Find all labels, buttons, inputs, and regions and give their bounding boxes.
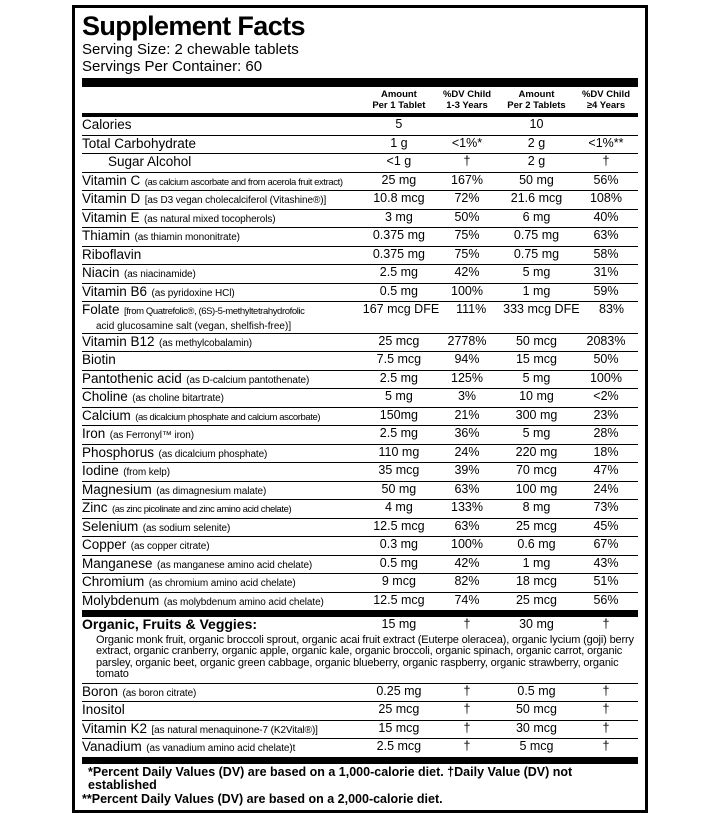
dv-child-4plus-years: 28%: [593, 426, 619, 440]
amount-per-2-tablets: 70 mcg: [515, 463, 557, 477]
nutrient-source-detail: (as thiamin mononitrate): [134, 232, 240, 243]
amount-per-1-tablet: 9 mcg: [381, 574, 416, 588]
dv-child-4plus-years: †: [602, 617, 610, 631]
nutrient-name: Folate: [82, 302, 120, 317]
nutrient-rows: [82, 117, 638, 757]
amount-per-1-tablet: 10.8 mcg: [373, 191, 425, 205]
nutrient-name: Vitamin K2: [82, 720, 148, 736]
amount-per-2-tablets: 5 mg: [522, 370, 551, 385]
nutrient-name: Calcium: [82, 407, 131, 423]
table-row: [82, 701, 638, 720]
amount-per-1-tablet: 2.5 mg: [379, 370, 418, 385]
table-row: [82, 135, 638, 154]
amount-per-1-tablet: 2.5 mg: [379, 265, 418, 279]
nutrient-source-detail: (as boron citrate): [122, 687, 197, 699]
amount-per-1-tablet: 5 mg: [385, 389, 413, 403]
dv-child-1-3-years: 125%: [451, 370, 483, 385]
nutrient-source-detail: (as copper citrate): [130, 541, 210, 552]
amount-per-1-tablet: 25 mcg: [378, 333, 420, 348]
table-row: [82, 481, 638, 500]
dv-child-4plus-years: 56%: [593, 592, 619, 607]
amount-per-2-tablets: 333 mcg DFE: [503, 302, 580, 316]
amount-per-1-tablet: 15 mg: [381, 617, 417, 631]
dv-child-1-3-years: 74%: [454, 592, 480, 607]
amount-per-1-tablet: 35 mcg: [378, 463, 420, 477]
dv-child-1-3-years: 111%: [456, 302, 487, 316]
column-header-dv-child-1-3: [435, 90, 499, 111]
nutrient-source-detail: [from Quatrefolic®, (6S)-5-methyltetrahydrofolic: [123, 306, 305, 317]
dv-child-1-3-years: 167%: [451, 172, 483, 187]
amount-per-1-tablet: 0.5 mg: [379, 283, 418, 298]
table-row: [82, 738, 638, 757]
nutrient-source-detail: (as manganese amino acid chelate): [157, 559, 313, 571]
dv-child-1-3-years: 21%: [454, 407, 480, 422]
footnote-2000-calorie: **Percent Daily Values (DV) are based on a 2,000-calorie diet.: [82, 791, 443, 806]
amount-per-2-tablets: 2 g: [527, 154, 546, 168]
table-row: [82, 117, 638, 135]
serving-size: Serving Size: 2 chewable tablets: [82, 41, 299, 58]
dv-child-1-3-years: 42%: [454, 555, 480, 570]
dv-child-4plus-years: 56%: [593, 172, 619, 187]
amount-per-2-tablets: 300 mg: [515, 407, 558, 422]
dv-child-4plus-years: 108%: [589, 191, 622, 205]
amount-per-2-tablets: 10: [529, 117, 544, 131]
label-title: Supplement Facts: [82, 11, 305, 41]
dv-child-1-3-years: †: [463, 683, 471, 698]
dv-child-1-3-years: <1%*: [451, 135, 483, 150]
nutrient-name: Molybdenum: [82, 592, 160, 608]
footnotes: [82, 764, 638, 811]
nutrient-name: Copper: [82, 537, 127, 552]
nutrient-source-detail: (as calcium ascorbate and from acerola fruit extract): [144, 176, 343, 188]
amount-per-2-tablets: 0.75 mg: [513, 228, 560, 242]
amount-per-1-tablet: <1 g: [386, 154, 412, 168]
nutrient-source-detail: (as chromium amino acid chelate): [148, 578, 296, 589]
dv-child-4plus-years: 50%: [593, 352, 619, 366]
nutrient-name: Vanadium: [82, 739, 142, 754]
amount-per-2-tablets: 0.75 mg: [513, 246, 560, 261]
nutrient-source-detail: (as sodium selenite): [142, 522, 231, 534]
dv-child-4plus-years: 58%: [593, 246, 619, 261]
column-header-line: Amount: [380, 89, 417, 100]
amount-per-2-tablets: 6 mg: [522, 209, 551, 224]
dv-child-4plus-years: 63%: [593, 228, 619, 242]
table-row: [82, 720, 638, 739]
dv-child-4plus-years: 100%: [589, 370, 622, 385]
dv-child-4plus-years: 31%: [593, 265, 619, 279]
nutrient-name: Boron: [82, 683, 119, 699]
nutrient-name: Phosphorus: [82, 444, 155, 460]
nutrient-name: Chromium: [82, 574, 145, 589]
dv-child-1-3-years: †: [463, 617, 471, 631]
nutrient-name: Riboflavin: [82, 246, 142, 262]
nutrient-source-detail: (as natural mixed tocopherols): [143, 213, 276, 225]
table-row: [82, 351, 638, 370]
dv-child-1-3-years: 42%: [454, 265, 480, 279]
amount-per-1-tablet: 0.375 mg: [372, 246, 425, 261]
amount-per-1-tablet: 150mg: [379, 407, 419, 422]
dv-child-1-3-years: 82%: [454, 574, 480, 588]
table-row: [82, 209, 638, 228]
dv-child-4plus-years: 43%: [593, 555, 619, 570]
table-row: [82, 153, 638, 172]
amount-per-2-tablets: 15 mcg: [515, 352, 557, 366]
amount-per-2-tablets: 30 mcg: [515, 720, 557, 735]
nutrient-source-detail: (as niacinamide): [123, 269, 196, 280]
amount-per-1-tablet: 0.3 mg: [379, 537, 418, 551]
nutrient-name: Magnesium: [82, 481, 152, 497]
amount-per-2-tablets: 1 mg: [522, 555, 551, 570]
footnote-separator-bar: [82, 757, 638, 764]
nutrient-name: Biotin: [82, 352, 116, 367]
column-header-line: %DV Child: [442, 89, 492, 100]
dv-child-4plus-years: 45%: [593, 518, 619, 533]
amount-per-2-tablets: 25 mcg: [515, 592, 557, 607]
table-row: [82, 462, 638, 481]
dv-child-1-3-years: 2778%: [447, 333, 487, 348]
column-header-line: ≥4 Years: [586, 99, 626, 111]
dv-child-4plus-years: <1%**: [588, 135, 624, 150]
dv-child-4plus-years: 18%: [593, 444, 619, 459]
dv-child-1-3-years: †: [463, 154, 471, 168]
dv-child-1-3-years: 50%: [454, 209, 480, 224]
column-header-amount-per-1-tablet: [363, 90, 435, 111]
nutrient-source-detail: (as molybdenum amino acid chelate): [163, 596, 324, 608]
table-row: [82, 444, 638, 463]
amount-per-2-tablets: 5 mcg: [519, 739, 554, 753]
amount-per-2-tablets: 0.6 mg: [517, 537, 556, 551]
amount-per-1-tablet: 0.25 mg: [376, 683, 422, 698]
dv-child-4plus-years: †: [602, 683, 610, 698]
table-row: [82, 190, 638, 209]
dv-child-1-3-years: 24%: [454, 444, 480, 459]
amount-per-2-tablets: 30 mg: [519, 617, 554, 631]
nutrient-name: Vitamin B6: [82, 283, 148, 299]
dv-child-4plus-years: 67%: [593, 537, 619, 551]
dv-child-1-3-years: 100%: [451, 283, 483, 298]
dv-child-4plus-years: 59%: [593, 283, 619, 298]
nutrient-name: Choline: [82, 389, 128, 404]
dv-child-1-3-years: 75%: [454, 246, 480, 261]
amount-per-1-tablet: 2.5 mcg: [376, 739, 422, 753]
amount-per-2-tablets: 18 mcg: [515, 574, 557, 588]
dv-child-4plus-years: 23%: [593, 407, 619, 422]
nutrient-name: Vitamin B12: [82, 333, 155, 349]
servings-per-container: Servings Per Container: 60: [82, 58, 263, 75]
dv-child-4plus-years: 73%: [593, 500, 619, 514]
column-header-line: Per 1 Tablet: [372, 99, 426, 111]
nutrient-source-detail: (from kelp): [123, 467, 170, 478]
nutrient-name: Organic, Fruits & Veggies:: [82, 616, 258, 632]
nutrient-name: Manganese: [82, 555, 153, 571]
column-header-line: Amount: [518, 89, 555, 100]
dv-child-4plus-years: 2083%: [586, 333, 626, 348]
nutrient-source-detail: (as zinc picolinate and zinc amino acid chelate): [111, 504, 292, 515]
nutrient-source-detail: (as methylcobalamin): [159, 337, 253, 349]
dv-child-4plus-years: †: [602, 702, 610, 716]
column-header-line: 1-3 Years: [446, 99, 488, 111]
nutrient-source-detail: (as dimagnesium malate): [156, 485, 267, 497]
dv-child-1-3-years: 75%: [454, 228, 480, 242]
nutrient-source-detail: (as dicalcium phosphate): [158, 448, 268, 460]
table-row: [82, 333, 638, 352]
amount-per-2-tablets: 100 mg: [515, 481, 558, 496]
amount-per-1-tablet: 0.5 mg: [379, 555, 418, 570]
dv-child-4plus-years: 47%: [593, 463, 619, 477]
amount-per-1-tablet: 3 mg: [385, 209, 413, 224]
amount-per-1-tablet: 0.375 mg: [372, 228, 425, 242]
amount-per-1-tablet: 5: [395, 117, 403, 131]
nutrient-name: Vitamin C: [82, 172, 141, 188]
nutrient-source-detail: [as D3 vegan cholecalciferol (Vitashine®)]: [144, 195, 327, 206]
nutrient-source-detail: (as D-calcium pantothenate): [186, 374, 310, 386]
nutrient-source-detail: (as pyridoxine HCl): [151, 287, 235, 299]
dv-child-1-3-years: 3%: [457, 389, 477, 403]
amount-per-2-tablets: 50 mcg: [515, 333, 557, 348]
nutrient-name: Selenium: [82, 518, 139, 534]
column-header-line: Per 2 Tablets: [507, 99, 566, 111]
nutrient-name: Calories: [82, 117, 132, 132]
amount-per-2-tablets: 8 mg: [522, 500, 551, 514]
amount-per-2-tablets: 2 g: [527, 135, 546, 150]
amount-per-2-tablets: 5 mg: [522, 426, 551, 440]
nutrient-name: Iodine: [82, 463, 119, 478]
amount-per-2-tablets: 50 mcg: [515, 702, 557, 716]
table-row: [82, 172, 638, 191]
dv-child-4plus-years: <2%: [593, 389, 619, 403]
amount-per-1-tablet: 167 mcg DFE: [362, 302, 440, 316]
amount-per-2-tablets: 25 mcg: [515, 518, 557, 533]
amount-per-1-tablet: 25 mg: [381, 172, 417, 187]
dv-child-1-3-years: 72%: [454, 191, 480, 205]
column-header-dv-child-4plus: [574, 90, 638, 111]
table-row: [82, 610, 638, 683]
nutrient-name: Thiamin: [82, 228, 131, 243]
amount-per-1-tablet: 15 mcg: [378, 720, 420, 735]
table-row: [82, 536, 638, 555]
amount-per-1-tablet: 7.5 mcg: [376, 352, 422, 366]
footnote-1000-calorie: *Percent Daily Values (DV) are based on a 1,000-calorie diet. †Daily Value (DV) not established: [88, 764, 573, 792]
dv-child-4plus-years: †: [602, 720, 610, 735]
amount-per-2-tablets: 21.6 mcg: [510, 191, 563, 205]
table-row: [82, 370, 638, 389]
column-header-amount-per-2-tablets: [499, 90, 574, 111]
nutrient-source-detail: (as Ferronyl™ iron): [109, 430, 194, 441]
dv-child-1-3-years: †: [463, 720, 471, 735]
nutrient-name: Vitamin D: [82, 191, 141, 206]
dv-child-1-3-years: 63%: [454, 481, 480, 496]
table-row: [82, 683, 638, 702]
table-row: [82, 592, 638, 611]
nutrient-name: Total Carbohydrate: [82, 135, 197, 151]
dv-child-1-3-years: 63%: [454, 518, 480, 533]
amount-per-2-tablets: 5 mg: [522, 265, 551, 279]
amount-per-1-tablet: 4 mg: [385, 500, 413, 514]
table-row: [82, 425, 638, 444]
dv-child-4plus-years: †: [602, 154, 610, 168]
table-row: [82, 518, 638, 537]
dv-child-1-3-years: 133%: [451, 500, 483, 514]
amount-per-1-tablet: 25 mcg: [378, 702, 420, 716]
amount-per-1-tablet: 12.5 mcg: [373, 518, 425, 533]
dv-child-4plus-years: 51%: [593, 574, 619, 588]
table-row: [82, 246, 638, 265]
dv-child-4plus-years: †: [602, 739, 610, 753]
nutrient-name: Sugar Alcohol: [108, 154, 192, 169]
table-row: [82, 388, 638, 407]
table-row: [82, 227, 638, 246]
dv-child-1-3-years: 100%: [451, 537, 483, 551]
organic-blend-ingredients: Organic monk fruit, organic broccoli sprout, organic acai fruit extract (Euterpe oleracea), organic lycium (goji) berry extract, organic cranberry, organic apple, organic kale, organic broccoli, organic spinach, organic carrot, organic parsley, organic beet, organic green cabbage, organic blueberry, organic raspberry, organic strawberry, organic tomato: [96, 633, 634, 680]
dv-child-1-3-years: †: [463, 739, 471, 753]
amount-per-1-tablet: 110 mg: [378, 444, 420, 459]
dv-child-1-3-years: 94%: [454, 352, 480, 366]
amount-per-2-tablets: 220 mg: [515, 444, 558, 459]
column-header-line: %DV Child: [581, 89, 630, 100]
amount-per-1-tablet: 12.5 mcg: [373, 592, 425, 607]
amount-per-1-tablet: 1 g: [390, 135, 408, 150]
dv-child-4plus-years: 83%: [599, 302, 625, 316]
nutrient-name: Iron: [82, 426, 106, 441]
amount-per-2-tablets: 1 mg: [522, 283, 551, 298]
dv-child-1-3-years: †: [463, 702, 471, 716]
table-row: [82, 573, 638, 592]
supplement-facts-label: [72, 5, 648, 813]
dv-child-4plus-years: 40%: [593, 209, 619, 224]
dv-child-1-3-years: 36%: [454, 426, 480, 440]
amount-per-2-tablets: 0.5 mg: [517, 683, 556, 698]
nutrient-detail-line2: acid glucosamine salt (vegan, shelfish-free)]: [96, 320, 292, 332]
table-row: [82, 555, 638, 574]
amount-per-1-tablet: 50 mg: [381, 481, 417, 496]
nutrient-name: Vitamin E: [82, 209, 140, 225]
table-row: [82, 407, 638, 426]
nutrient-name: Pantothenic acid: [82, 370, 182, 386]
column-headers: [82, 87, 638, 113]
amount-per-2-tablets: 10 mg: [519, 389, 554, 403]
table-row: [82, 499, 638, 518]
nutrient-name: Inositol: [82, 702, 125, 717]
nutrient-name: Niacin: [82, 265, 120, 280]
amount-per-2-tablets: 50 mg: [519, 172, 554, 187]
nutrient-name: Zinc: [82, 500, 108, 515]
nutrient-source-detail: (as dicalcium phosphate and calcium ascorbate): [135, 411, 321, 423]
nutrient-source-detail: (as choline bitartrate): [132, 393, 224, 404]
dv-child-1-3-years: 39%: [454, 463, 480, 477]
nutrient-source-detail: [as natural menaquinone-7 (K2Vital®)]: [151, 724, 318, 736]
table-row: [82, 301, 638, 333]
table-row: [82, 283, 638, 302]
name-column-spacer: [82, 90, 363, 111]
amount-per-1-tablet: 2.5 mg: [379, 426, 418, 440]
header-separator-bar: [82, 78, 638, 87]
nutrient-source-detail: (as vanadium amino acid chelate)t: [146, 743, 296, 754]
table-row: [82, 264, 638, 283]
dv-child-4plus-years: 24%: [593, 481, 619, 496]
